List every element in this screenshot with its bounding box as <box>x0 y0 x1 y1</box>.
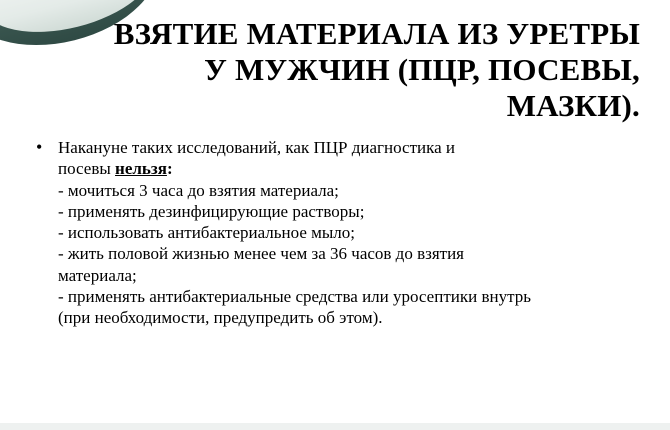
rule-item-4: - жить половой жизнью менее чем за 36 часов до взятия <box>58 244 464 264</box>
footer-band <box>0 423 670 430</box>
title-line-1: ВЗЯТИЕ МАТЕРИАЛА ИЗ УРЕТРЫ <box>113 16 640 51</box>
intro-line-2-prefix: посевы <box>58 159 116 179</box>
rule-item-5: - применять антибактериальные средства или уросептики внутрь <box>58 287 531 307</box>
rule-item-3: - использовать антибактериальное мыло; <box>58 223 356 243</box>
intro-line-1: Накануне таких исследований, как ПЦР диагностика и <box>58 138 456 157</box>
intro-line-2 <box>58 158 636 179</box>
rule-item-2: - применять дезинфицирующие растворы; <box>58 201 365 221</box>
rule-item-1: - мочиться 3 часа до взятия материала; <box>58 180 339 200</box>
title-line-2: У МУЖЧИН (ПЦР, ПОСЕВЫ, <box>204 52 640 87</box>
rule-item-4-continued: материала; <box>58 265 137 285</box>
bullet-item <box>36 137 636 329</box>
rule-item-5-continued: (при необходимости, предупредить об этом). <box>58 308 383 328</box>
bullet-marker: • <box>36 137 43 157</box>
title-line-3: МАЗКИ). <box>506 88 640 123</box>
bullet-text <box>58 137 636 329</box>
slide-title <box>80 16 640 124</box>
emphasis-colon: : <box>166 159 173 179</box>
emphasis-forbidden: нельзя <box>115 159 167 179</box>
bullet-list <box>36 137 636 329</box>
